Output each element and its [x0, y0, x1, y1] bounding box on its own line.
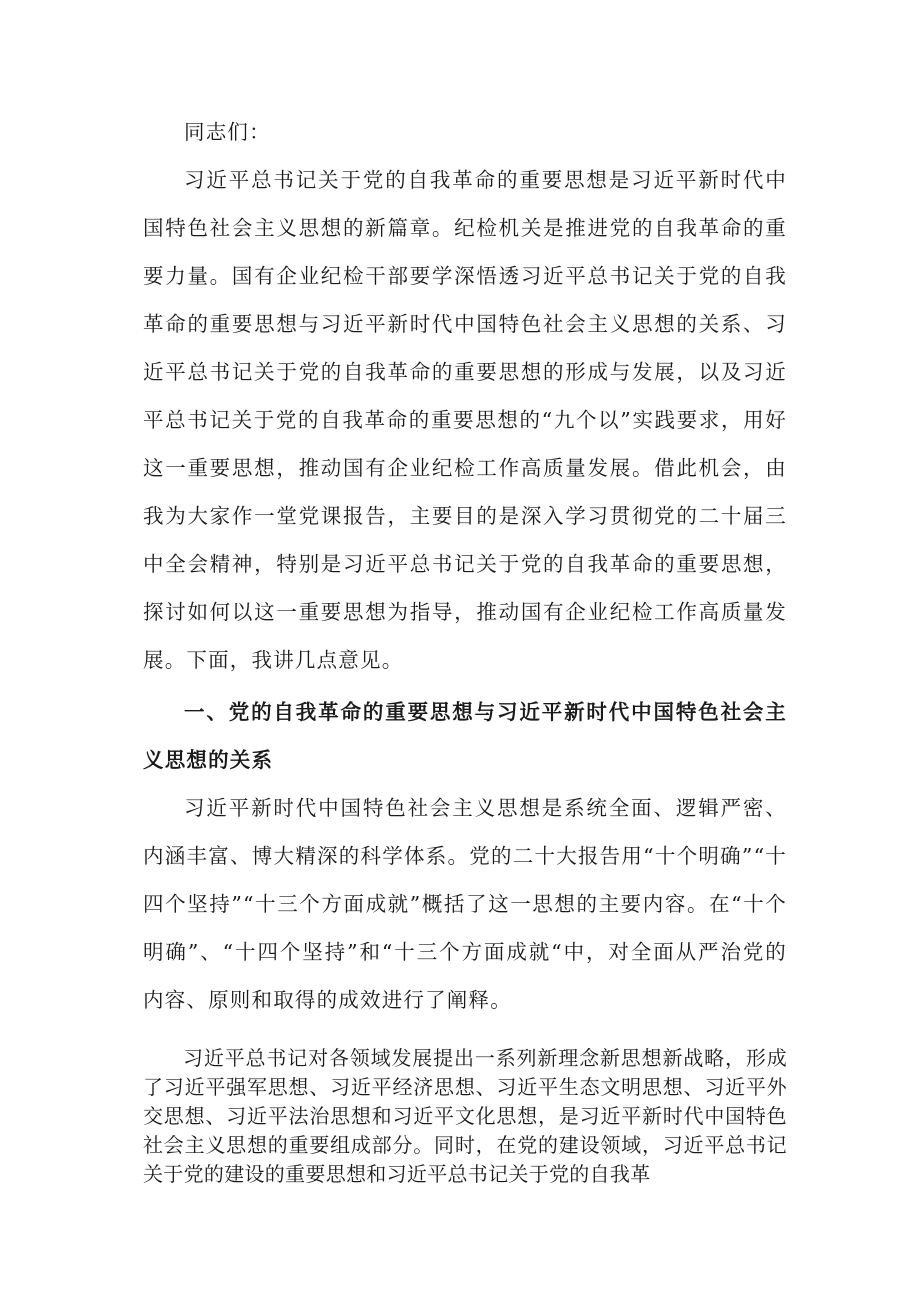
intro-paragraph: 习近平总书记关于党的自我革命的重要思想是习近平新时代中国特色社会主义思想的新篇章。纪检机关是推进党的自我革命的重要力量。国有企业纪检干部要学深悟透习近平总书记关于党的自我革命的重要思想与习近平新时代中国特色社会主义思想的关系、习近平总书记关于党的自我革命的重要思想的形成与发展，以及习近平总书记关于党的自我革命的重要思想的“九个以”实践要求，用好这一重要思想，推动国有企业纪检工作高质量发展。借此机会，由我为大家作一堂党课报告，主要目的是深入学习贯彻党的二十届三中全会精神，特别是习近平总书记关于党的自我革命的重要思想，探讨如何以这一重要思想为指导，推动国有企业纪检工作高质量发展。下面，我讲几点意见。 [143, 168, 787, 672]
section1-paragraph-1: 习近平新时代中国特色社会主义思想是系统全面、逻辑严密、内涵丰富、博大精深的科学体系。党的二十大报告用“十个明确”“十四个坚持”“十三个方面成就”概括了这一思想的主要内容。在“十个明确”、“十四个坚持”和“十三个方面成就“中，对全面从严治党的内容、原则和取得的成效进行了阐释。 [143, 796, 787, 1012]
document-body [143, 108, 787, 1189]
salutation: 同志们： [184, 120, 271, 144]
section1-paragraph-2: 习近平总书记对各领域发展提出一系列新理念新思想新战略，形成了习近平强军思想、习近平经济思想、习近平生态文明思想、习近平外交思想、习近平法治思想和习近平文化思想，是习近平新时代中国特色社会主义思想的重要组成部分。同时，在党的建设领域，习近平总书记关于党的建设的重要思想和习近平总书记关于党的自我革 [143, 1046, 787, 1186]
section-heading-1: 一、党的自我革命的重要思想与习近平新时代中国特色社会主义思想的关系 [143, 700, 787, 772]
